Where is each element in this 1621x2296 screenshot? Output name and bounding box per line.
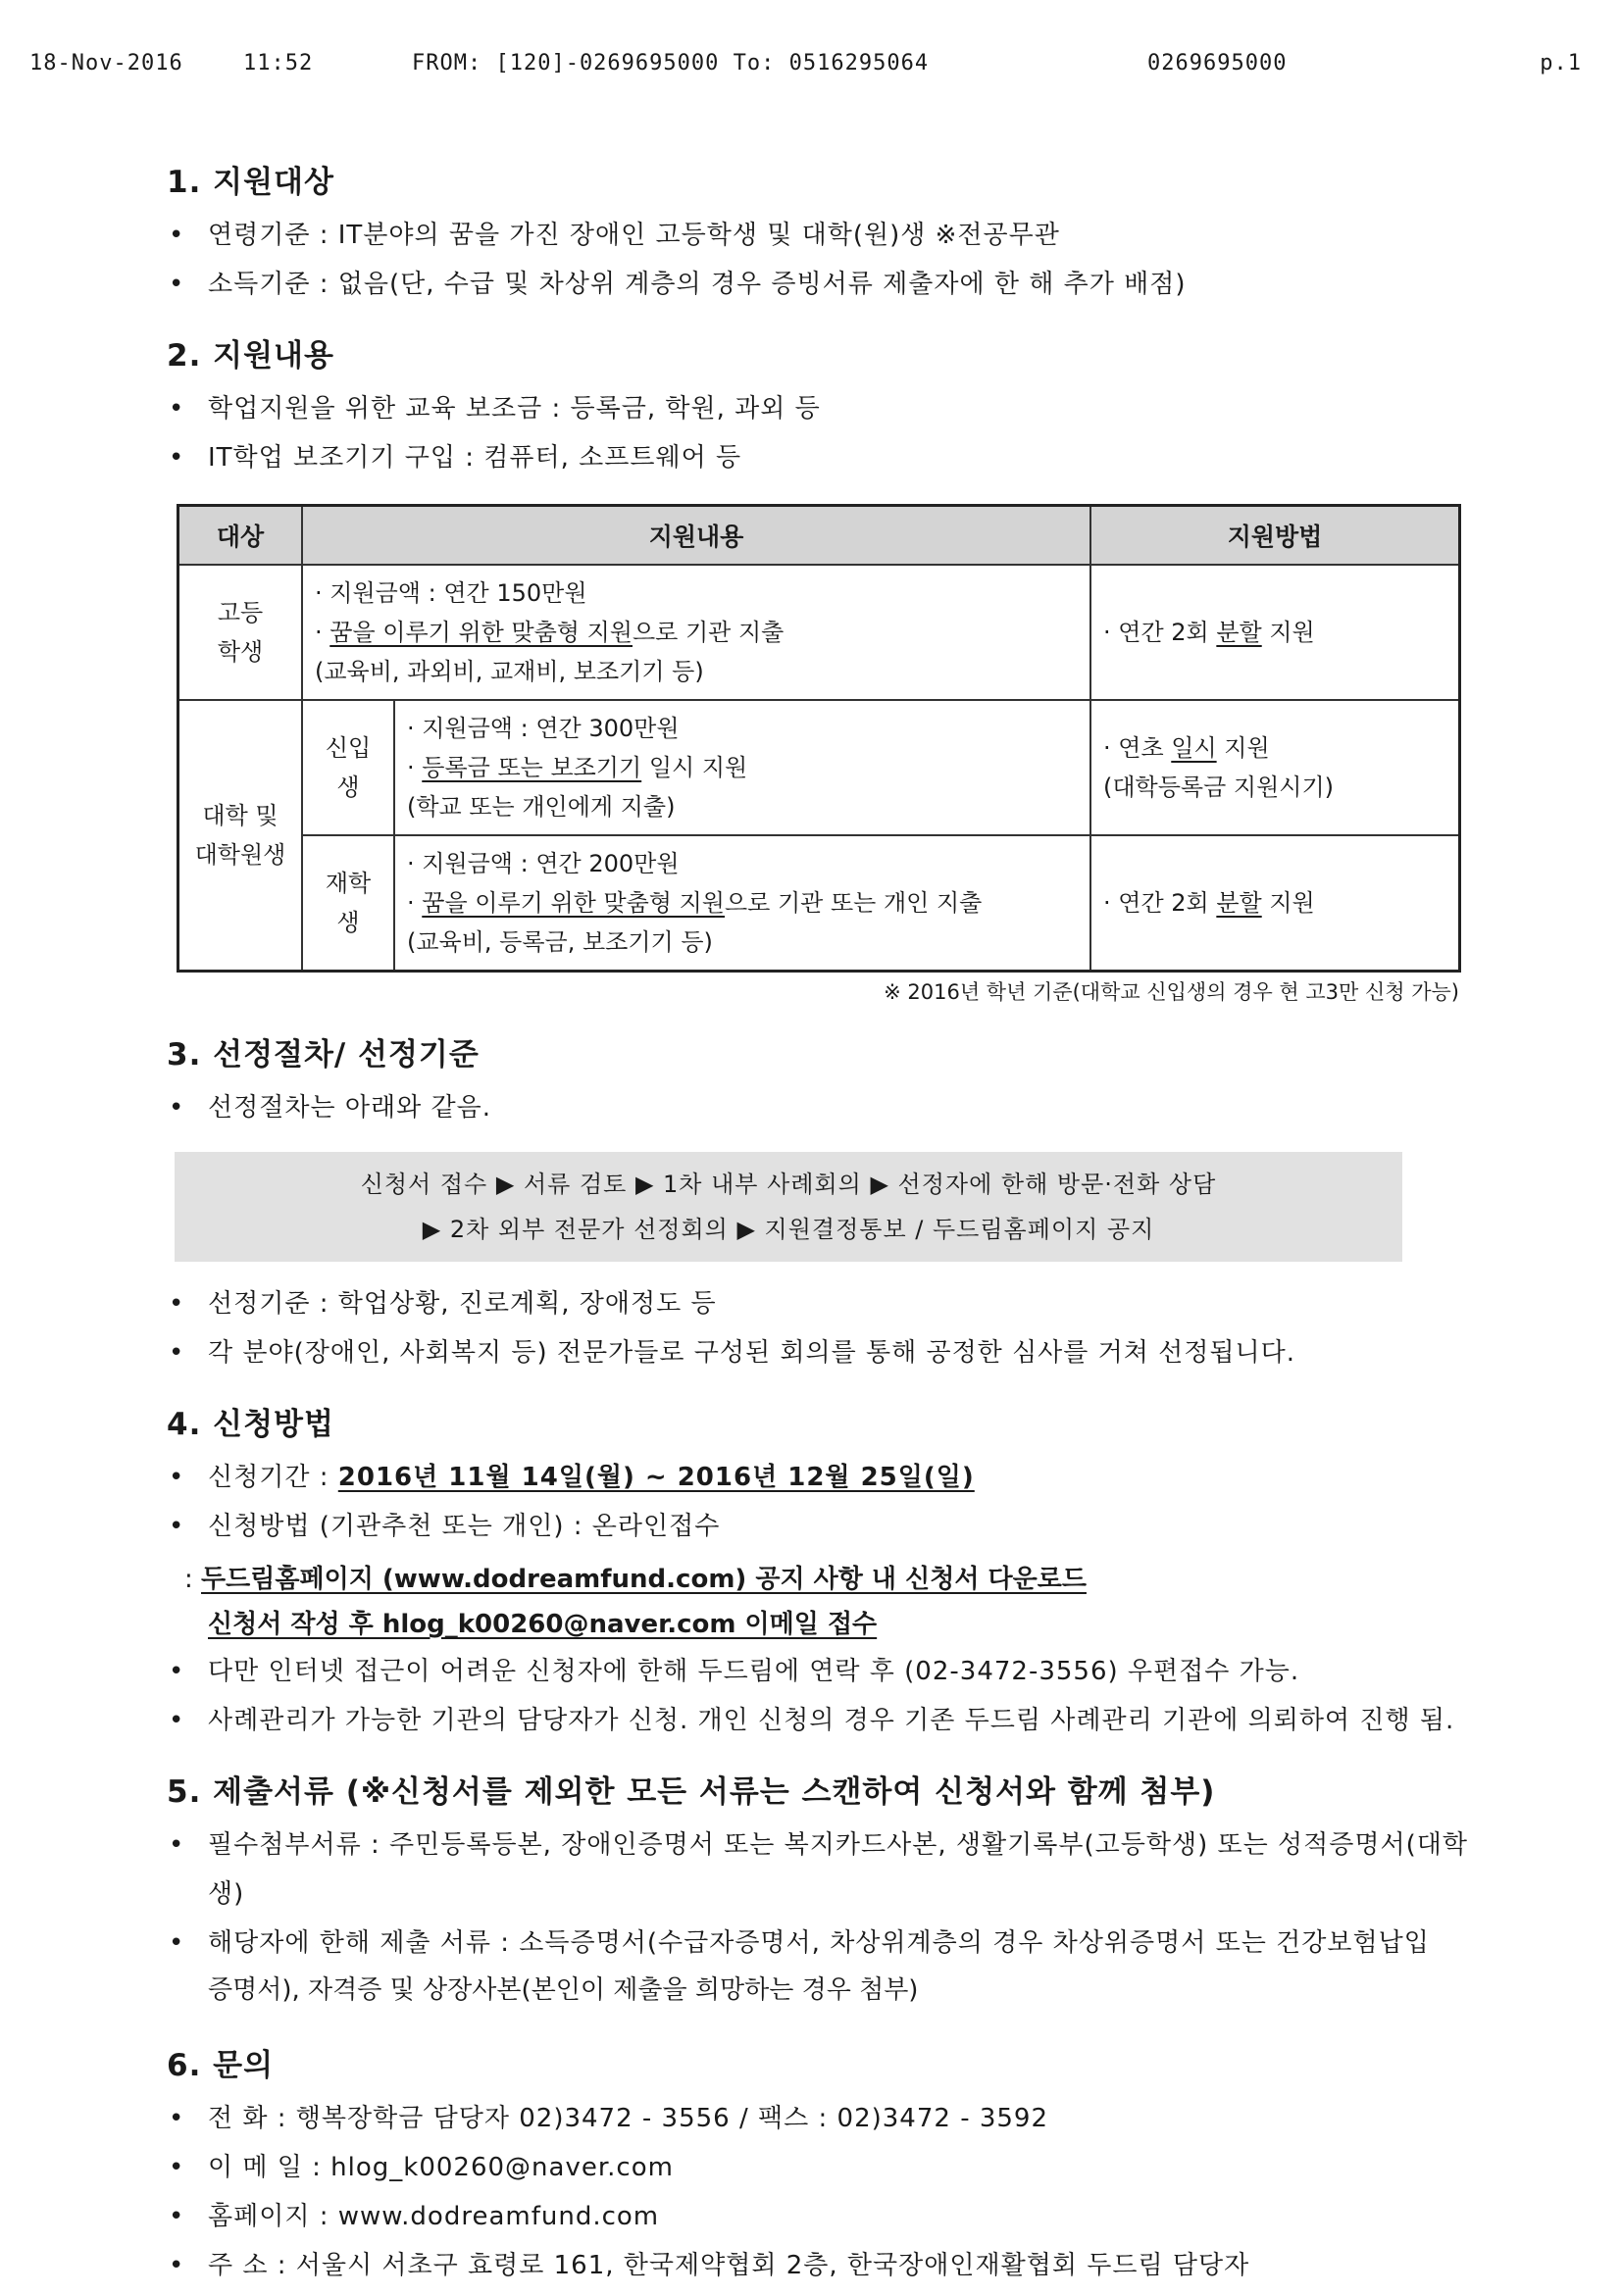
contact-homepage: • 홈페이지 : www.dodreamfund.com xyxy=(167,2192,1471,2241)
fax-from-to: FROM: [120]-0269695000 To: 0516295064 xyxy=(412,51,930,75)
fax-date: 18-Nov-2016 xyxy=(29,51,183,75)
table-row xyxy=(178,565,1460,700)
contact-phone: • 전 화 : 행복장학금 담당자 02)3472 - 3556 / 팩스 : 02)3472 - 3592 xyxy=(167,2094,1471,2143)
section-title-5: 5. 제출서류 (※신청서를 제외한 모든 서류는 스캔하여 신청서와 함께 첨부) xyxy=(167,1774,1216,1810)
application-period: • 신청기간 : 2016년 11월 14일(월) ~ 2016년 12월 25일(일) xyxy=(167,1453,1471,1502)
method-detail-1: : 두드림홈페이지 (www.dodreamfund.com) 공지 사항 내 신청서 다운로드 xyxy=(184,1565,1087,1594)
section-title-4: 4. 신청방법 xyxy=(167,1407,334,1442)
freshman-content: · 지원금액 : 연간 300만원 · 등록금 또는 보조기기 일시 지원 (학교 또는 개인에게 지출) xyxy=(394,700,1090,835)
fax-page: p.1 xyxy=(1540,51,1582,75)
process-flow-box xyxy=(175,1152,1402,1262)
list-item: • 해당자에 한해 제출 서류 : 소득증명서(수급자증명서, 차상위계층의 경우 차상위증명서 또는 건강보험납입 xyxy=(167,1919,1471,1968)
enrolled-content: · 지원금액 : 연간 200만원 · 꿈을 이루기 위한 맞춤형 지원으로 기관 또는 개인 지출 (교육비, 등록금, 보조기기 등) xyxy=(394,835,1090,972)
fax-time: 11:52 xyxy=(243,51,314,75)
flow-line: 신청서 접수 ▶ 서류 검토 ▶ 1차 내부 사례회의 ▶ 선정자에 한해 방문·전화 상담 xyxy=(360,1171,1217,1198)
freshman-method: · 연초 일시 지원 (대학등록금 지원시기) xyxy=(1090,700,1460,835)
contact-address: • 주 소 : 서울시 서초구 효령로 161, 한국제약협회 2층, 한국장애인재활협회 두드림 담당자 xyxy=(167,2241,1471,2290)
section-3-intro xyxy=(167,1083,1471,1132)
fax-header xyxy=(29,51,1582,80)
section-3-list xyxy=(167,1279,1471,1377)
table-row xyxy=(178,700,1460,835)
list-item: • 필수첨부서류 : 주민등록등본, 장애인증명서 또는 복지카드사본, 생활기록부(고등학생) 또는 성적증명서(대학생) xyxy=(167,1821,1471,1919)
list-item: • 선정기준 : 학업상황, 진로계획, 장애정도 등 xyxy=(167,1279,1471,1328)
section-title-1: 1. 지원대상 xyxy=(167,165,334,200)
list-item: • 소득기준 : 없음(단, 수급 및 차상위 계층의 경우 증빙서류 제출자에 한 해 추가 배점) xyxy=(167,260,1471,309)
section-1-list xyxy=(167,211,1471,309)
flow-line: ▶ 2차 외부 전문가 선정회의 ▶ 지원결정통보 / 두드림홈페이지 공지 xyxy=(422,1216,1155,1243)
method-detail-2: 신청서 작성 후 hlog_k00260@naver.com 이메일 접수 xyxy=(208,1610,878,1639)
section-6-list xyxy=(167,2094,1471,2290)
group-high-school: 고등 학생 xyxy=(178,565,303,700)
header-method: 지원방법 xyxy=(1090,506,1460,566)
list-item: • 학업지원을 위한 교육 보조금 : 등록금, 학원, 과외 등 xyxy=(167,384,1471,433)
support-table xyxy=(177,504,1461,973)
header-target: 대상 xyxy=(178,506,303,566)
list-item-continuation: 증명서), 자격증 및 상장사본(본인이 제출을 희망하는 경우 첨부) xyxy=(208,1975,919,2005)
list-item: • 각 분야(장애인, 사회복지 등) 전문가들로 구성된 회의를 통해 공정한 심사를 거쳐 선정됩니다. xyxy=(167,1328,1471,1377)
table-header-row xyxy=(178,506,1460,566)
section-title-3: 3. 선정절차/ 선정기준 xyxy=(167,1037,480,1073)
section-title-6: 6. 문의 xyxy=(167,2048,275,2083)
contact-email: • 이 메 일 : hlog_k00260@naver.com xyxy=(167,2143,1471,2192)
application-method: • 신청방법 (기관추천 또는 개인) : 온라인접수 xyxy=(167,1502,1471,1551)
list-item: • IT학업 보조기기 구입 : 컴퓨터, 소프트웨어 등 xyxy=(167,433,1471,482)
high-school-method: · 연간 2회 분할 지원 xyxy=(1090,565,1460,700)
table-note: ※ 2016년 학년 기준(대학교 신입생의 경우 현 고3만 신청 가능) xyxy=(884,980,1459,1004)
high-school-content: · 지원금액 : 연간 150만원 · 꿈을 이루기 위한 맞춤형 지원으로 기관 지출 (교육비, 과외비, 교재비, 보조기기 등) xyxy=(302,565,1090,700)
fax-number: 0269695000 xyxy=(1147,51,1288,75)
table-row xyxy=(178,835,1460,972)
list-item: • 연령기준 : IT분야의 꿈을 가진 장애인 고등학생 및 대학(원)생 ※전공무관 xyxy=(167,211,1471,260)
subgroup-freshman: 신입생 xyxy=(302,700,394,835)
subgroup-enrolled: 재학생 xyxy=(302,835,394,972)
section-title-2: 2. 지원내용 xyxy=(167,338,334,374)
list-item: • 선정절차는 아래와 같음. xyxy=(167,1083,1471,1132)
section-4-notes xyxy=(167,1647,1471,1745)
list-item: • 다만 인터넷 접근이 어려운 신청자에 한해 두드림에 연락 후 (02-3472-3556) 우편접수 가능. xyxy=(167,1647,1471,1696)
document-body xyxy=(167,157,1471,2296)
section-5-list xyxy=(167,1821,1471,1968)
list-item: • 사례관리가 가능한 기관의 담당자가 신청. 개인 신청의 경우 기존 두드림 사례관리 기관에 의뢰하여 진행 됨. xyxy=(167,1696,1471,1745)
section-4-list xyxy=(167,1453,1471,1551)
section-2-list xyxy=(167,384,1471,482)
header-content: 지원내용 xyxy=(302,506,1090,566)
enrolled-method: · 연간 2회 분할 지원 xyxy=(1090,835,1460,972)
group-university: 대학 및 대학원생 xyxy=(178,700,303,972)
